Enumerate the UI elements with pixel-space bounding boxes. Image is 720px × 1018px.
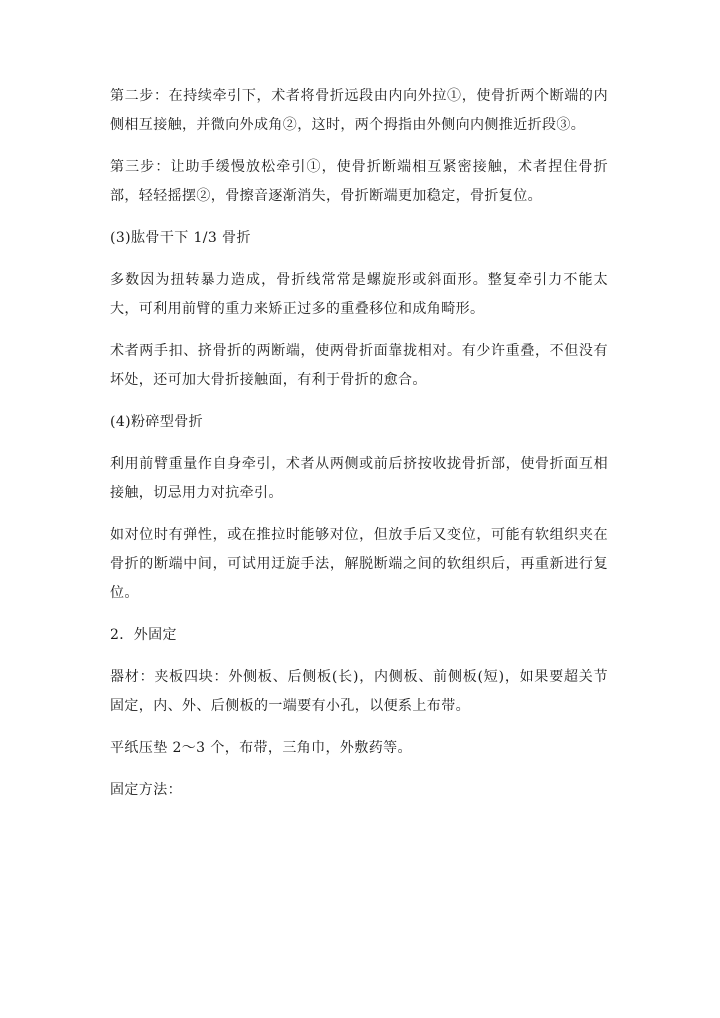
- paragraph-equipment: 器材：夹板四块：外侧板、后侧板(长)，内侧板、前侧板(短)，如果要超关节固定，内、外、后侧板的一端要有小孔，以便系上布带。: [110, 669, 608, 714]
- heading-lower-third-fracture: (3)肱骨干下 1/3 骨折: [110, 230, 251, 246]
- heading-external-fixation: 2．外固定: [110, 627, 177, 643]
- paragraph-lower-third-technique: 术者两手扣、挤骨折的两断端，使两骨折面靠拢相对。有少许重叠，不但没有坏处，还可加大骨折接触面，有利于骨折的愈合。: [110, 343, 608, 388]
- paragraph-fixation-method: 固定方法：: [110, 782, 182, 798]
- heading-comminuted-fracture: (4)粉碎型骨折: [110, 414, 204, 430]
- paragraph-step-two: 第二步：在持续牵引下，术者将骨折远段由内向外拉①，使骨折两个断端的内侧相互接触，并微向外成角②，这时，两个拇指由外侧向内侧推近折段③。: [110, 88, 608, 133]
- paragraph-comminuted-soft-tissue: 如对位时有弹性，或在推拉时能够对位，但放手后又变位，可能有软组织夹在骨折的断端中间，可试用迂旋手法，解脱断端之间的软组织后，再重新进行复位。: [110, 527, 608, 601]
- paragraph-comminuted-traction: 利用前臂重量作自身牵引，术者从两侧或前后挤按收拢骨折部，使骨折面互相接触，切忌用力对抗牵引。: [110, 456, 608, 501]
- paragraph-lower-third-cause: 多数因为扭转暴力造成，骨折线常常是螺旋形或斜面形。整复牵引力不能太大，可利用前臂的重力来矫正过多的重叠移位和成角畸形。: [110, 272, 608, 317]
- paragraph-supplies: 平纸压垫 2～3 个，布带，三角巾，外敷药等。: [110, 740, 412, 756]
- document-body: [110, 82, 608, 818]
- paragraph-step-three: 第三步：让助手缓慢放松牵引①，使骨折断端相互紧密接触，术者捏住骨折部，轻轻摇摆②，骨擦音逐渐消失，骨折断端更加稳定，骨折复位。: [110, 159, 608, 204]
